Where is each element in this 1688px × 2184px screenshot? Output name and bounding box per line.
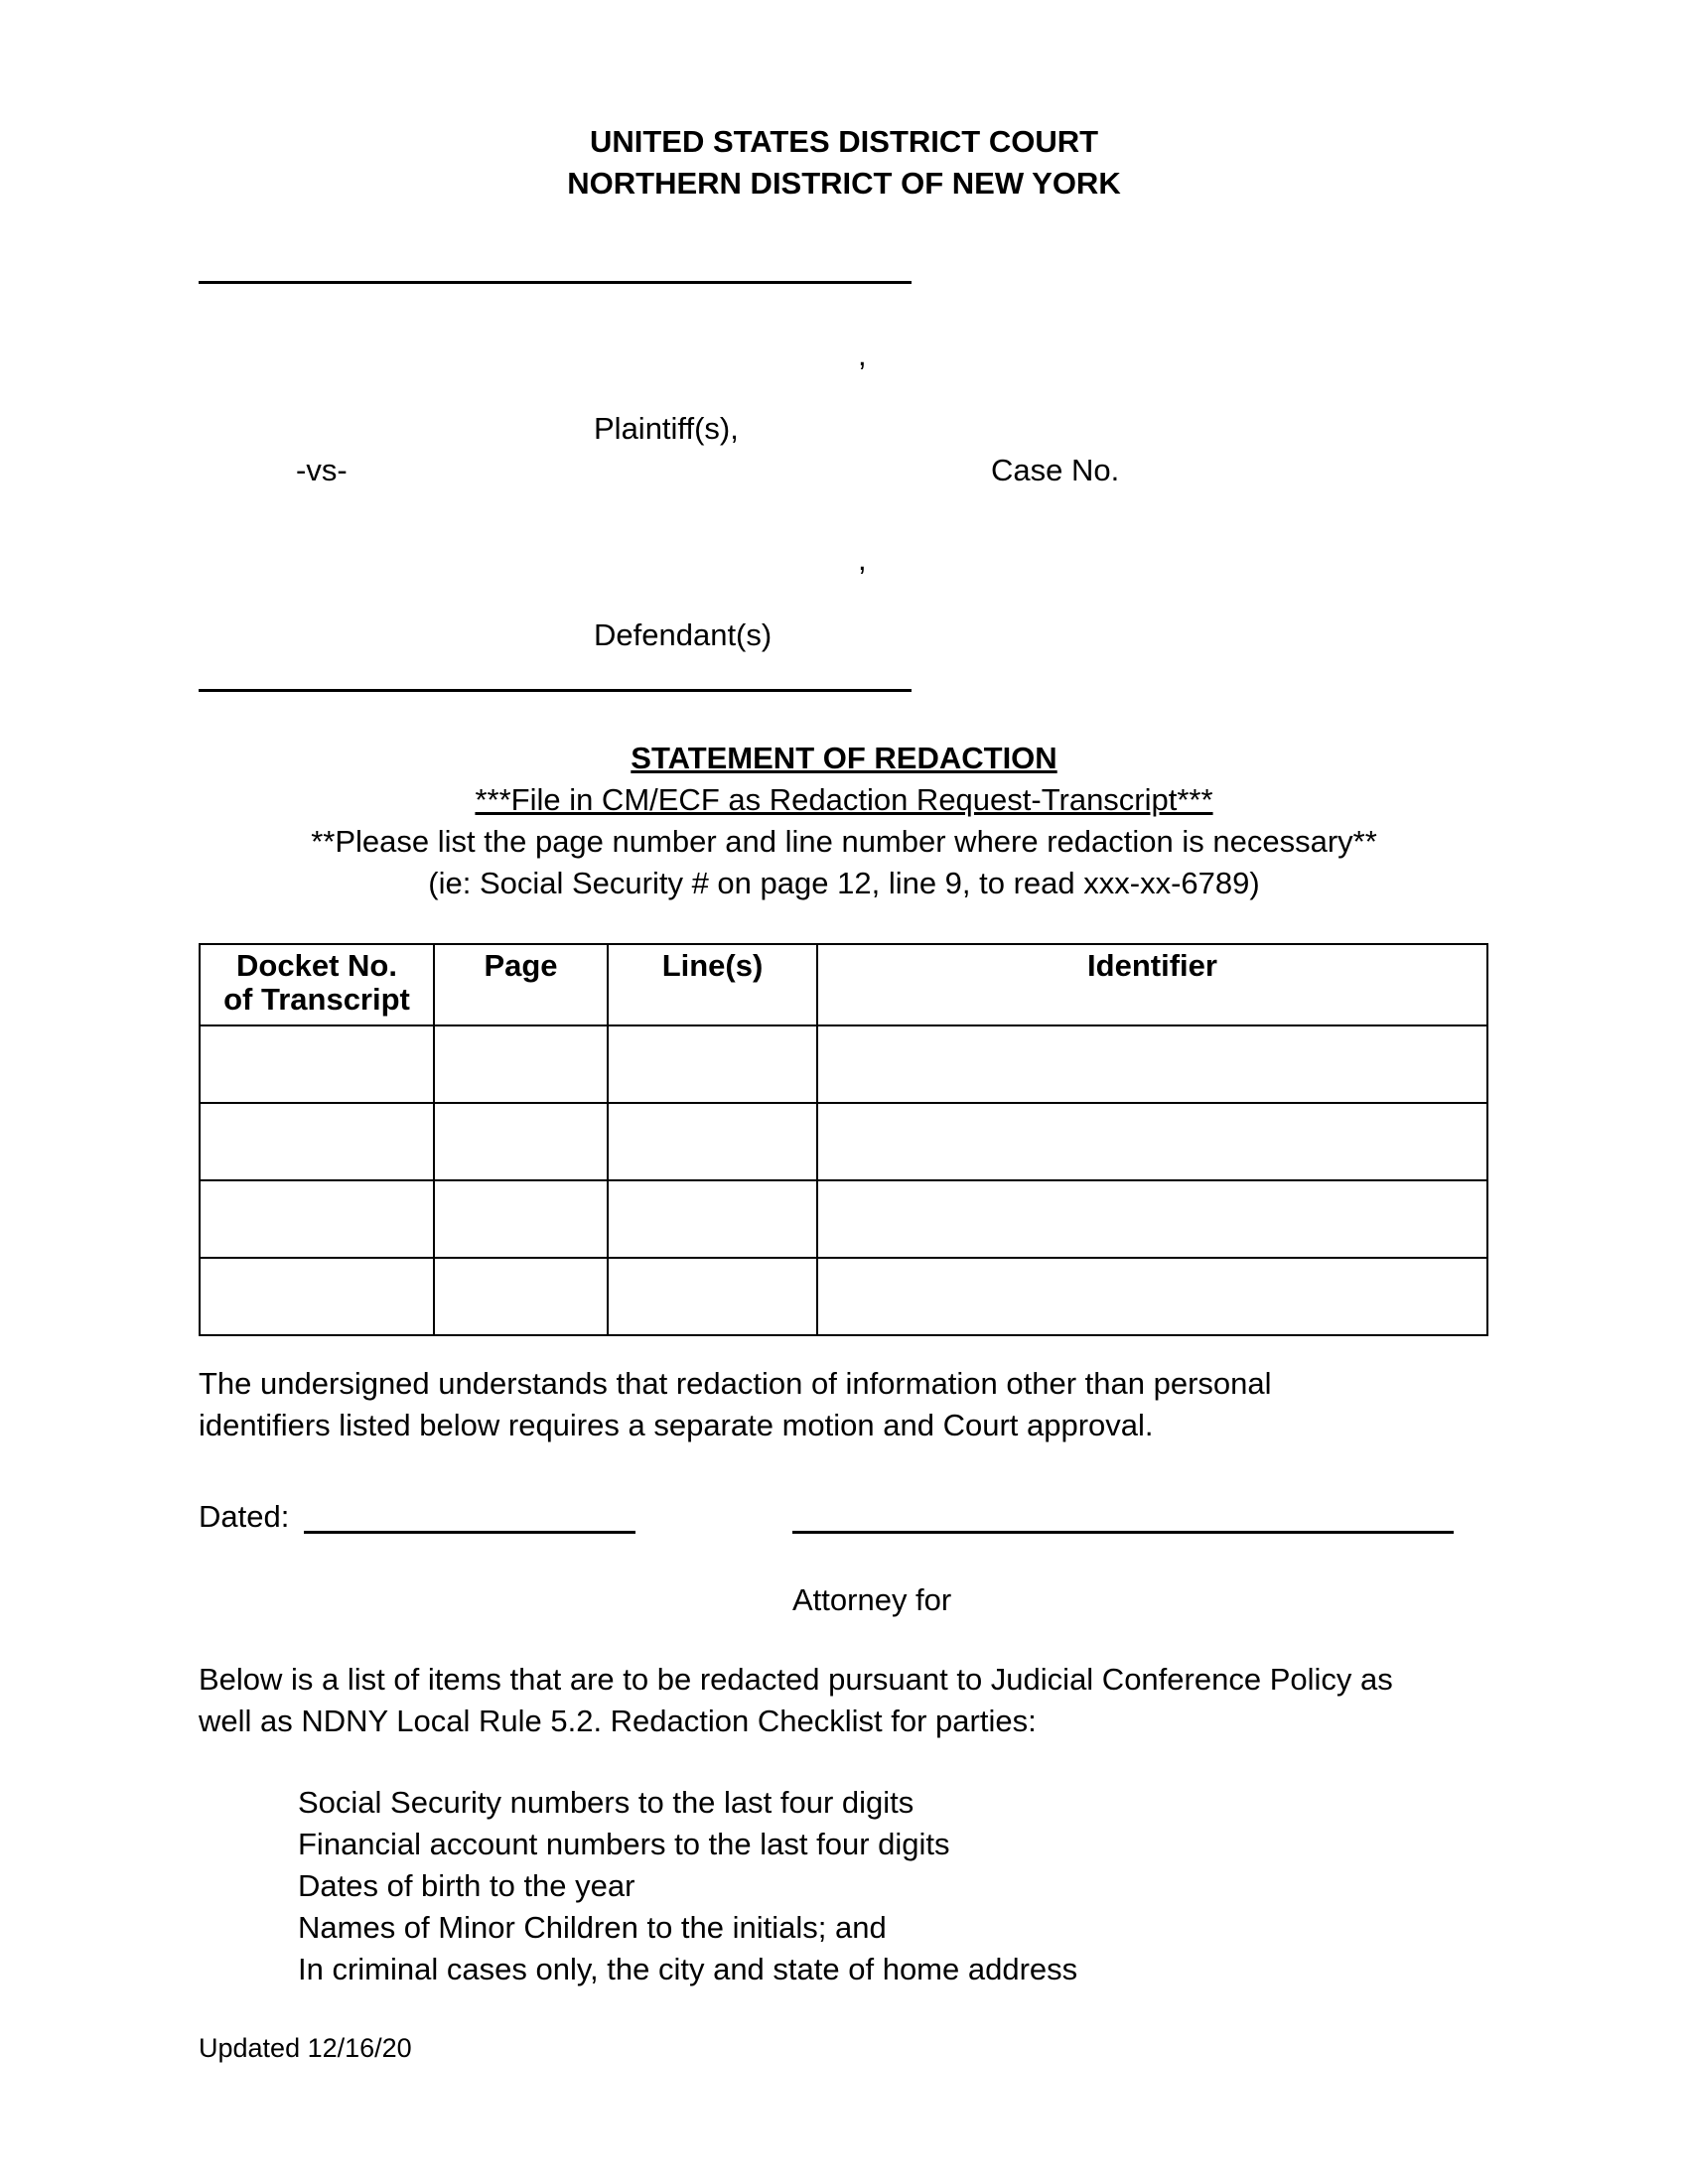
case-no-label: Case No. (991, 453, 1120, 487)
table-row (200, 1258, 1487, 1335)
court-district: NORTHERN DISTRICT OF NEW YORK (567, 166, 1121, 201)
page-header: Page (434, 944, 608, 1025)
identifier-cell[interactable] (817, 1103, 1487, 1180)
lines-cell[interactable] (608, 1258, 817, 1335)
checklist-item: Names of Minor Children to the initials; and (298, 1910, 887, 1945)
checklist-item: Social Security numbers to the last four digits (298, 1785, 914, 1820)
redaction-table (199, 943, 1488, 1336)
docket-no-cell[interactable] (200, 1103, 434, 1180)
page-cell[interactable] (434, 1180, 608, 1258)
caption-top-rule (199, 281, 912, 284)
acknowledgement-line2: identifiers listed below requires a separate motion and Court approval. (199, 1408, 1154, 1442)
plaintiff-label: Plaintiff(s), (594, 411, 739, 446)
acknowledgement-line1: The undersigned understands that redaction of information other than personal (199, 1366, 1272, 1401)
identifier-header: Identifier (817, 944, 1487, 1025)
docket-no-header-line1: Docket No. (236, 948, 397, 983)
checklist-intro-line2: well as NDNY Local Rule 5.2. Redaction Checklist for parties: (199, 1704, 1037, 1738)
signature-line[interactable] (792, 1531, 1454, 1534)
docket-no-header (200, 944, 434, 1025)
page-cell[interactable] (434, 1103, 608, 1180)
page-cell[interactable] (434, 1258, 608, 1335)
statement-title: STATEMENT OF REDACTION (631, 741, 1057, 775)
checklist-item: In criminal cases only, the city and state of home address (298, 1952, 1078, 1986)
table-header-row (200, 944, 1487, 1025)
file-instruction: ***File in CM/ECF as Redaction Request-Transcript*** (475, 782, 1213, 817)
identifier-cell[interactable] (817, 1258, 1487, 1335)
defendant-comma: , (858, 542, 867, 577)
lines-cell[interactable] (608, 1103, 817, 1180)
checklist-intro-line1: Below is a list of items that are to be redacted pursuant to Judicial Conference Policy as (199, 1662, 1393, 1697)
checklist-item: Dates of birth to the year (298, 1868, 635, 1903)
docket-no-cell[interactable] (200, 1180, 434, 1258)
page-cell[interactable] (434, 1025, 608, 1103)
caption-bottom-rule (199, 689, 912, 692)
vs-label: -vs- (296, 453, 348, 487)
identifier-cell[interactable] (817, 1180, 1487, 1258)
table-row (200, 1025, 1487, 1103)
plaintiff-comma: , (858, 338, 867, 372)
list-instruction: **Please list the page number and line number where redaction is necessary** (311, 824, 1377, 859)
updated-date: Updated 12/16/20 (199, 2033, 412, 2063)
defendant-label: Defendant(s) (594, 617, 773, 652)
redaction-example: (ie: Social Security # on page 12, line 9, to read xxx-xx-6789) (428, 866, 1260, 900)
docket-no-header-line2: of Transcript (223, 982, 410, 1017)
identifier-cell[interactable] (817, 1025, 1487, 1103)
table-row (200, 1180, 1487, 1258)
attorney-for-label: Attorney for (792, 1582, 952, 1617)
court-name: UNITED STATES DISTRICT COURT (589, 124, 1099, 159)
docket-no-cell[interactable] (200, 1258, 434, 1335)
docket-no-cell[interactable] (200, 1025, 434, 1103)
table-row (200, 1103, 1487, 1180)
lines-cell[interactable] (608, 1180, 817, 1258)
dated-label: Dated: (199, 1499, 290, 1534)
lines-header: Line(s) (608, 944, 817, 1025)
lines-cell[interactable] (608, 1025, 817, 1103)
checklist-item: Financial account numbers to the last four digits (298, 1827, 950, 1861)
dated-line[interactable] (304, 1531, 635, 1534)
